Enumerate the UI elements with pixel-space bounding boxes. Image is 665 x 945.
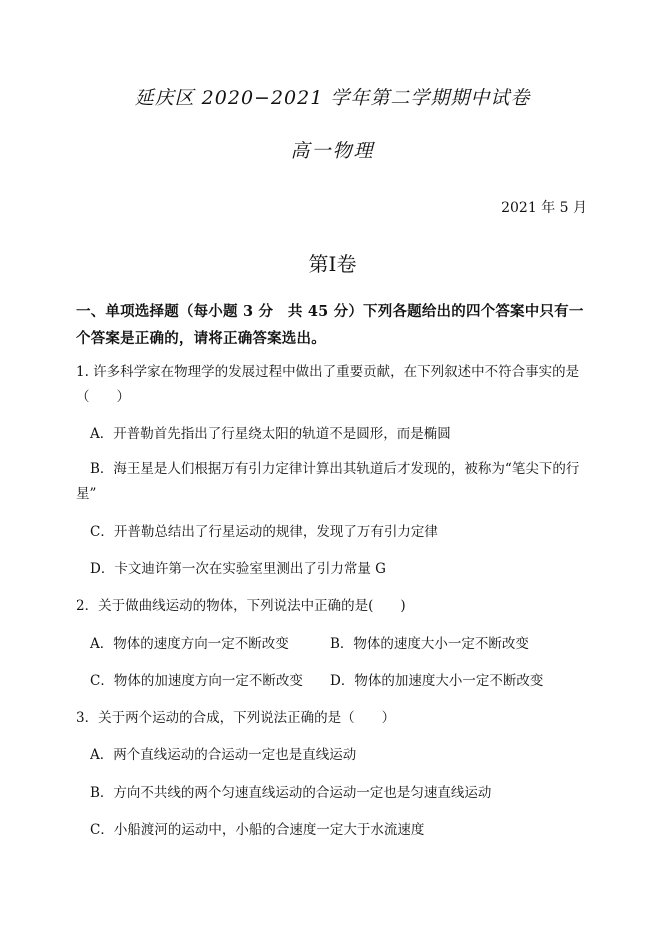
- question-3-option-b: B．方向不共线的两个匀速直线运动的合运动一定也是匀速直线运动: [90, 785, 492, 801]
- exam-date: 2021 年 5 月: [501, 200, 587, 216]
- question-1-option-c: C．开普勒总结出了行星运动的规律，发现了万有引力定律: [90, 524, 438, 540]
- question-2-option-d: D．物体的加速度大小一定不断改变: [330, 673, 544, 689]
- question-1-stem: 1. 许多科学家在物理学的发展过程中做出了重要贡献，在下列叙述中不符合事实的是（ ）: [76, 364, 580, 405]
- question-3-option-c: C．小船渡河的运动中，小船的合速度一定大于水流速度: [90, 822, 425, 838]
- exam-title: 延庆区 2020−2021 学年第二学期期中试卷: [134, 87, 531, 109]
- question-2-option-b: B．物体的速度大小一定不断改变: [330, 636, 529, 652]
- question-1-option-a: A．开普勒首先指出了行星绕太阳的轨道不是圆形，而是椭圆: [90, 426, 451, 442]
- question-2-option-a: A．物体的速度方向一定不断改变: [90, 636, 289, 652]
- question-2-stem: 2．关于做曲线运动的物体，下列说法中正确的是( ): [76, 598, 406, 614]
- exam-subject: 高一物理: [290, 140, 375, 162]
- question-2-option-c: C．物体的加速度方向一定不断改变: [90, 673, 303, 689]
- question-3-option-a: A．两个直线运动的合运动一定也是直线运动: [90, 747, 357, 763]
- volume-heading: 第Ⅰ卷: [308, 252, 357, 276]
- question-3-stem: 3．关于两个运动的合成，下列说法正确的是（ ）: [76, 710, 396, 726]
- section-instructions: 一、单项选择题（每小题 3 分 共 45 分）下列各题给出的四个答案中只有一个答案是正确的，请将正确答案选出。: [76, 303, 584, 347]
- question-1-option-d: D．卡文迪许第一次在实验室里测出了引力常量 G: [90, 561, 386, 577]
- question-1-option-b: B．海王星是人们根据万有引力定律计算出其轨道后才发现的，被称为“笔尖下的行星”: [76, 461, 580, 502]
